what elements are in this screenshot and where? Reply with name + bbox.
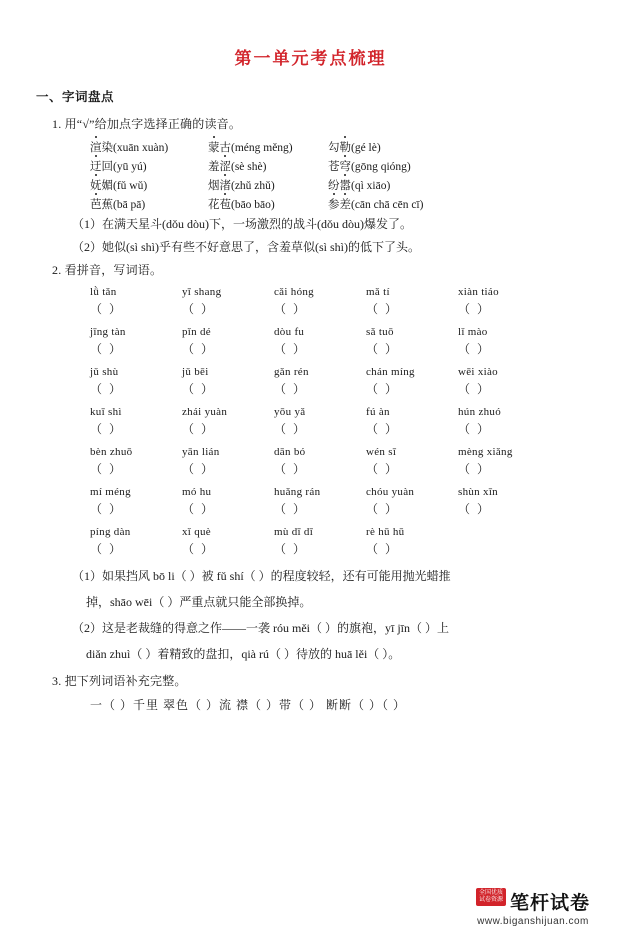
watermark: [463, 888, 603, 927]
pinyin-label: kuī shì: [90, 406, 122, 418]
pinyin-label: hún zhuó: [458, 406, 502, 418]
pinyin-row: [90, 406, 587, 418]
pinyin-row: [90, 326, 587, 338]
answer-blank[interactable]: （ ）: [458, 382, 492, 396]
answer-blank[interactable]: （ ）: [458, 462, 492, 476]
pinyin-choice-row: 渲染(xuān xuàn) 蒙古(méng měng) 勾勒(gé lè): [90, 139, 587, 155]
question-3-idioms[interactable]: 一（ ）千里 翠色（ ）流 襟（ ）带（ ） 断断（ ）（ ）: [90, 698, 407, 712]
watermark-badge-icon: 全国优质 试卷资源: [476, 888, 506, 906]
pinyin-options[interactable]: (sè shè): [231, 161, 267, 173]
dotted-char: 参: [328, 196, 340, 212]
question-3-prompt: [52, 672, 587, 689]
pinyin-options[interactable]: (fǔ wǔ): [113, 180, 148, 192]
answer-blank[interactable]: （ ）: [458, 342, 492, 356]
pinyin-choice-row: 芭蕉(bā pā) 花苞(bāo bāo) 参差(cān chā cēn cī): [90, 196, 587, 212]
answer-blank-row: [90, 300, 587, 317]
question-2-fill-2-cont[interactable]: diǎn zhuì（ ）着精致的盘扣，qià rú（ ）待放的 huā lěi（ ）。: [86, 647, 401, 661]
answer-blank-row: [90, 540, 587, 557]
pinyin-label: mí méng: [90, 486, 131, 498]
answer-blank[interactable]: （ ）: [90, 462, 124, 476]
answer-blank[interactable]: （ ）: [182, 462, 216, 476]
answer-blank[interactable]: （ ）: [182, 422, 216, 436]
answer-blank-row: [90, 500, 587, 517]
question-1-sub-2[interactable]: （2）她似(sì shì)乎有些不好意思了，含羞草似(sì shì)的低下了头。: [72, 240, 421, 254]
answer-blank[interactable]: （ ）: [274, 302, 308, 316]
answer-blank[interactable]: （ ）: [366, 502, 400, 516]
pinyin-label: dòu fu: [274, 326, 305, 338]
answer-blank[interactable]: （ ）: [366, 382, 400, 396]
question-1-text: 用“√”给加点字选择正确的读音。: [64, 117, 242, 131]
pinyin-options[interactable]: (méng měng): [231, 142, 293, 154]
watermark-brand-row: [463, 888, 603, 915]
answer-blank[interactable]: （ ）: [182, 302, 216, 316]
answer-blank-row: [90, 340, 587, 357]
pinyin-choice-row: 妩媚(fǔ wǔ) 烟渚(zhǔ zhǔ) 纷嚣(qì xiāo): [90, 177, 587, 193]
pinyin-options[interactable]: (bā pā): [113, 199, 146, 211]
answer-blank[interactable]: （ ）: [366, 422, 400, 436]
answer-blank[interactable]: （ ）: [90, 302, 124, 316]
pinyin-label: yī shang: [182, 286, 222, 298]
question-1-sub-1[interactable]: （1）在满天星斗(dǒu dòu)下，一场激烈的战斗(dǒu dòu)爆发了。: [72, 217, 412, 231]
pinyin-label: sǎ tuō: [366, 326, 394, 338]
dotted-char: 芭: [90, 196, 102, 212]
pinyin-label: jǔ bēi: [182, 366, 209, 378]
pinyin-label: jǔ shù: [90, 366, 119, 378]
answer-blank[interactable]: （ ）: [182, 502, 216, 516]
question-2-number: 2.: [52, 263, 62, 277]
answer-blank-row: [90, 420, 587, 437]
pinyin-label: mó hu: [182, 486, 212, 498]
question-3-number: 3.: [52, 674, 62, 688]
answer-blank[interactable]: （ ）: [458, 422, 492, 436]
dotted-char: 嚣: [340, 177, 352, 193]
answer-blank[interactable]: （ ）: [90, 502, 124, 516]
pinyin-row: [90, 446, 587, 458]
dotted-char: 妩: [90, 177, 102, 193]
pinyin-row: [90, 286, 587, 298]
answer-blank[interactable]: （ ）: [458, 502, 492, 516]
dotted-char: 穹: [340, 158, 352, 174]
answer-blank[interactable]: （ ）: [182, 342, 216, 356]
pinyin-write-grid: [34, 286, 587, 557]
pinyin-label: yōu yǎ: [274, 406, 306, 418]
answer-blank[interactable]: （ ）: [182, 542, 216, 556]
dotted-char: 渚: [220, 177, 232, 193]
dotted-char: 勒: [340, 139, 352, 155]
pinyin-options[interactable]: (qì xiāo): [351, 180, 391, 192]
question-2-fill-2[interactable]: （2）这是老裁缝的得意之作——一袭 róu měi（ ）的旗袍，yī jīn（ ）上: [72, 621, 449, 635]
question-1-prompt: [52, 115, 587, 132]
question-2-prompt: [52, 261, 587, 278]
question-3-text: 把下列词语补充完整。: [64, 674, 187, 688]
pinyin-label: xiàn tiáo: [458, 286, 499, 298]
pinyin-label: dān bó: [274, 446, 306, 458]
worksheet-page: [0, 44, 621, 939]
pinyin-label: mǎ tí: [366, 286, 390, 298]
pinyin-row: [90, 526, 587, 538]
dotted-char: 涩: [220, 158, 232, 174]
answer-blank[interactable]: （ ）: [366, 542, 400, 556]
pinyin-label: lǜ tǎn: [90, 286, 117, 298]
answer-blank[interactable]: （ ）: [90, 542, 124, 556]
pinyin-label: chóu yuàn: [366, 486, 415, 498]
pinyin-label: wén sī: [366, 446, 397, 458]
question-1-number: 1.: [52, 117, 62, 131]
pinyin-label: lǐ mào: [458, 326, 488, 338]
dotted-char: 迂: [90, 158, 102, 174]
answer-blank-row: [90, 460, 587, 477]
pinyin-label: jīng tàn: [90, 326, 126, 338]
pinyin-options[interactable]: (gé lè): [351, 142, 381, 154]
answer-blank[interactable]: （ ）: [90, 382, 124, 396]
answer-blank[interactable]: （ ）: [274, 542, 308, 556]
pinyin-label: yān lián: [182, 446, 220, 458]
watermark-brand: 笔杆试卷: [510, 893, 591, 914]
answer-blank[interactable]: （ ）: [366, 342, 400, 356]
pinyin-label: gǎn rén: [274, 366, 309, 378]
pinyin-options[interactable]: (zhǔ zhǔ): [231, 180, 275, 192]
pinyin-options[interactable]: (yū yú): [113, 161, 147, 173]
pinyin-row: [90, 366, 587, 378]
answer-blank[interactable]: （ ）: [274, 422, 308, 436]
answer-blank[interactable]: （ ）: [90, 422, 124, 436]
pinyin-label: shùn xīn: [458, 486, 498, 498]
answer-blank[interactable]: （ ）: [458, 302, 492, 316]
answer-blank[interactable]: （ ）: [182, 382, 216, 396]
answer-blank[interactable]: （ ）: [90, 342, 124, 356]
question-2-fill-1[interactable]: （1）如果挡风 bō li（ ）被 fǔ shí（ ）的程度较轻，还有可能用抛光蜡推: [72, 569, 451, 583]
pinyin-label: xǐ què: [182, 526, 211, 538]
dotted-char: 苞: [220, 196, 232, 212]
pinyin-label: píng dàn: [90, 526, 131, 538]
section-heading: 一、字词盘点: [36, 90, 115, 104]
pinyin-label: cǎi hóng: [274, 286, 314, 298]
pinyin-options[interactable]: (cān chā cēn cī): [351, 199, 424, 211]
answer-blank[interactable]: （ ）: [366, 302, 400, 316]
answer-blank[interactable]: （ ）: [274, 342, 308, 356]
pinyin-label: chán míng: [366, 366, 415, 378]
answer-blank[interactable]: （ ）: [274, 502, 308, 516]
watermark-url: www.biganshijuan.com: [477, 916, 589, 927]
page-title: 第一单元考点梳理: [234, 49, 387, 68]
question-2-fill-1-cont[interactable]: 掉，shāo wēi（ ）严重点就只能全部换掉。: [86, 595, 312, 609]
pinyin-options[interactable]: (bāo bāo): [231, 199, 275, 211]
pinyin-label: rè hū hū: [366, 526, 405, 538]
question-2-text: 看拼音，写词语。: [64, 263, 163, 277]
pinyin-label: bèn zhuō: [90, 446, 133, 458]
answer-blank[interactable]: （ ）: [366, 462, 400, 476]
pinyin-label: zhái yuàn: [182, 406, 228, 418]
answer-blank[interactable]: （ ）: [274, 382, 308, 396]
pinyin-choice-row: 迂回(yū yú) 羞涩(sè shè) 苍穹(gōng qióng): [90, 158, 587, 174]
dotted-char: 差: [340, 196, 352, 212]
pinyin-label: pǐn dé: [182, 326, 211, 338]
answer-blank-row: [90, 380, 587, 397]
pinyin-label: huǎng rán: [274, 486, 321, 498]
pinyin-options[interactable]: (gōng qióng): [351, 161, 411, 173]
pinyin-label: fú àn: [366, 406, 390, 418]
dotted-char: 渲: [90, 139, 102, 155]
pinyin-label: wēi xiào: [458, 366, 498, 378]
answer-blank[interactable]: （ ）: [274, 462, 308, 476]
pinyin-row: [90, 486, 587, 498]
pinyin-label: mù dī dī: [274, 526, 314, 538]
pinyin-label: mèng xiǎng: [458, 446, 513, 458]
pinyin-options[interactable]: (xuān xuàn): [113, 142, 169, 154]
dotted-char: 蒙: [208, 139, 220, 155]
